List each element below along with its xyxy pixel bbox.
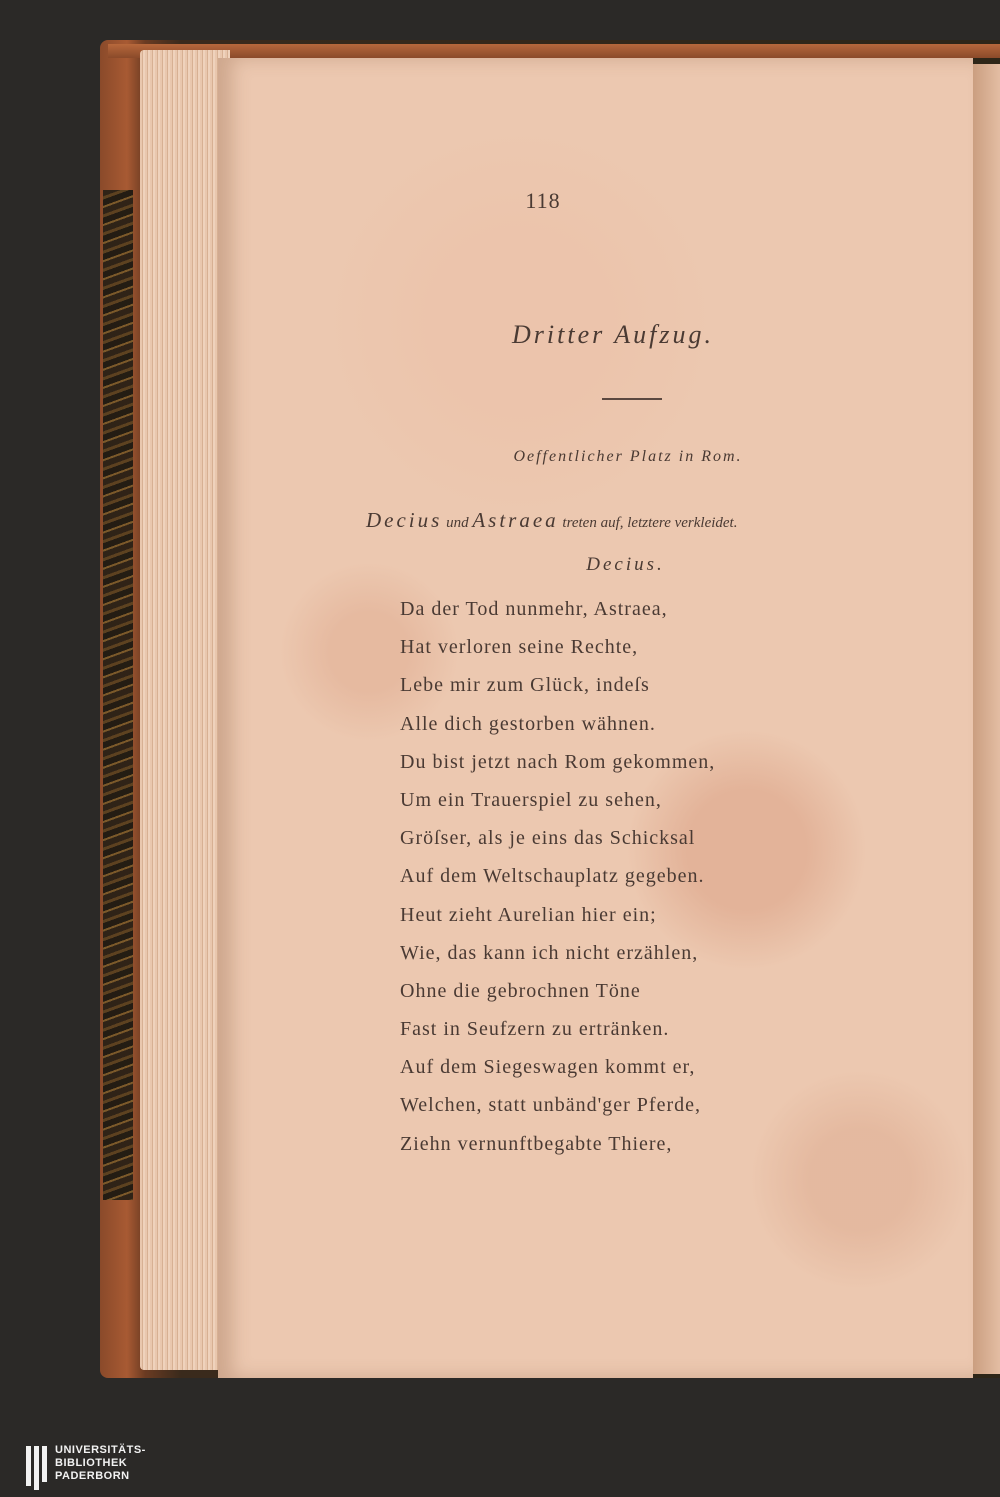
stage-direction-text: treten auf, letztere verkleidet. [562, 515, 738, 531]
title-rule [602, 398, 662, 400]
logo-line-1: UNIVERSITÄTS- [55, 1444, 146, 1456]
page-stack [140, 50, 230, 1370]
verse-line: Ziehn vernunftbegabte Thiere, [400, 1132, 673, 1155]
marbled-cover-edge [103, 190, 133, 1200]
verse-line: Du bist jetzt nach Rom gekommen, [400, 750, 716, 773]
verse-line: Lebe mir zum Glück, indeſs [400, 674, 650, 697]
verse-line: Auf dem Weltschauplatz gegeben. [400, 865, 705, 888]
library-logo [26, 1444, 146, 1492]
character-name-decius: Decius [366, 508, 443, 532]
library-logo-icon [26, 1446, 47, 1490]
verse-line: Wie, das kann ich nicht erzählen, [400, 941, 699, 964]
verse-line: Hat verloren seine Rechte, [400, 636, 639, 659]
character-name-astraea: Astraea [472, 508, 559, 532]
verse-line: Fast in Seufzern zu ertränken. [400, 1018, 670, 1041]
verse-line: Ohne die gebrochnen Töne [400, 979, 641, 1002]
verse-block [400, 590, 960, 1163]
speaker-name: Decius. [586, 554, 665, 575]
verse-line: Gröſser, als je eins das Schicksal [400, 827, 696, 850]
logo-line-3: PADERBORN [55, 1470, 130, 1482]
verse-line: Da der Tod nunmehr, Astraea, [400, 598, 668, 620]
library-logo-text [55, 1444, 146, 1483]
page-number: 118 [525, 188, 561, 213]
cover-top-edge [108, 44, 1000, 58]
facing-page-edge [970, 64, 1000, 1374]
scene-heading: Oeffentlicher Platz in Rom. [513, 448, 743, 465]
stage-direction [366, 508, 926, 533]
verse-line: Um ein Trauerspiel zu sehen, [400, 788, 662, 811]
page-content [218, 58, 973, 1378]
act-title: Dritter Aufzug. [512, 320, 714, 349]
logo-line-2: BIBLIOTHEK [55, 1457, 128, 1469]
connector-text: und [446, 515, 469, 531]
verse-line: Heut zieht Aurelian hier ein; [400, 903, 657, 926]
book-page [218, 58, 973, 1378]
verse-line: Alle dich gestorben wähnen. [400, 712, 656, 735]
verse-line: Auf dem Siegeswagen kommt er, [400, 1056, 696, 1079]
verse-line: Welchen, statt unbänd'ger Pferde, [400, 1094, 702, 1117]
